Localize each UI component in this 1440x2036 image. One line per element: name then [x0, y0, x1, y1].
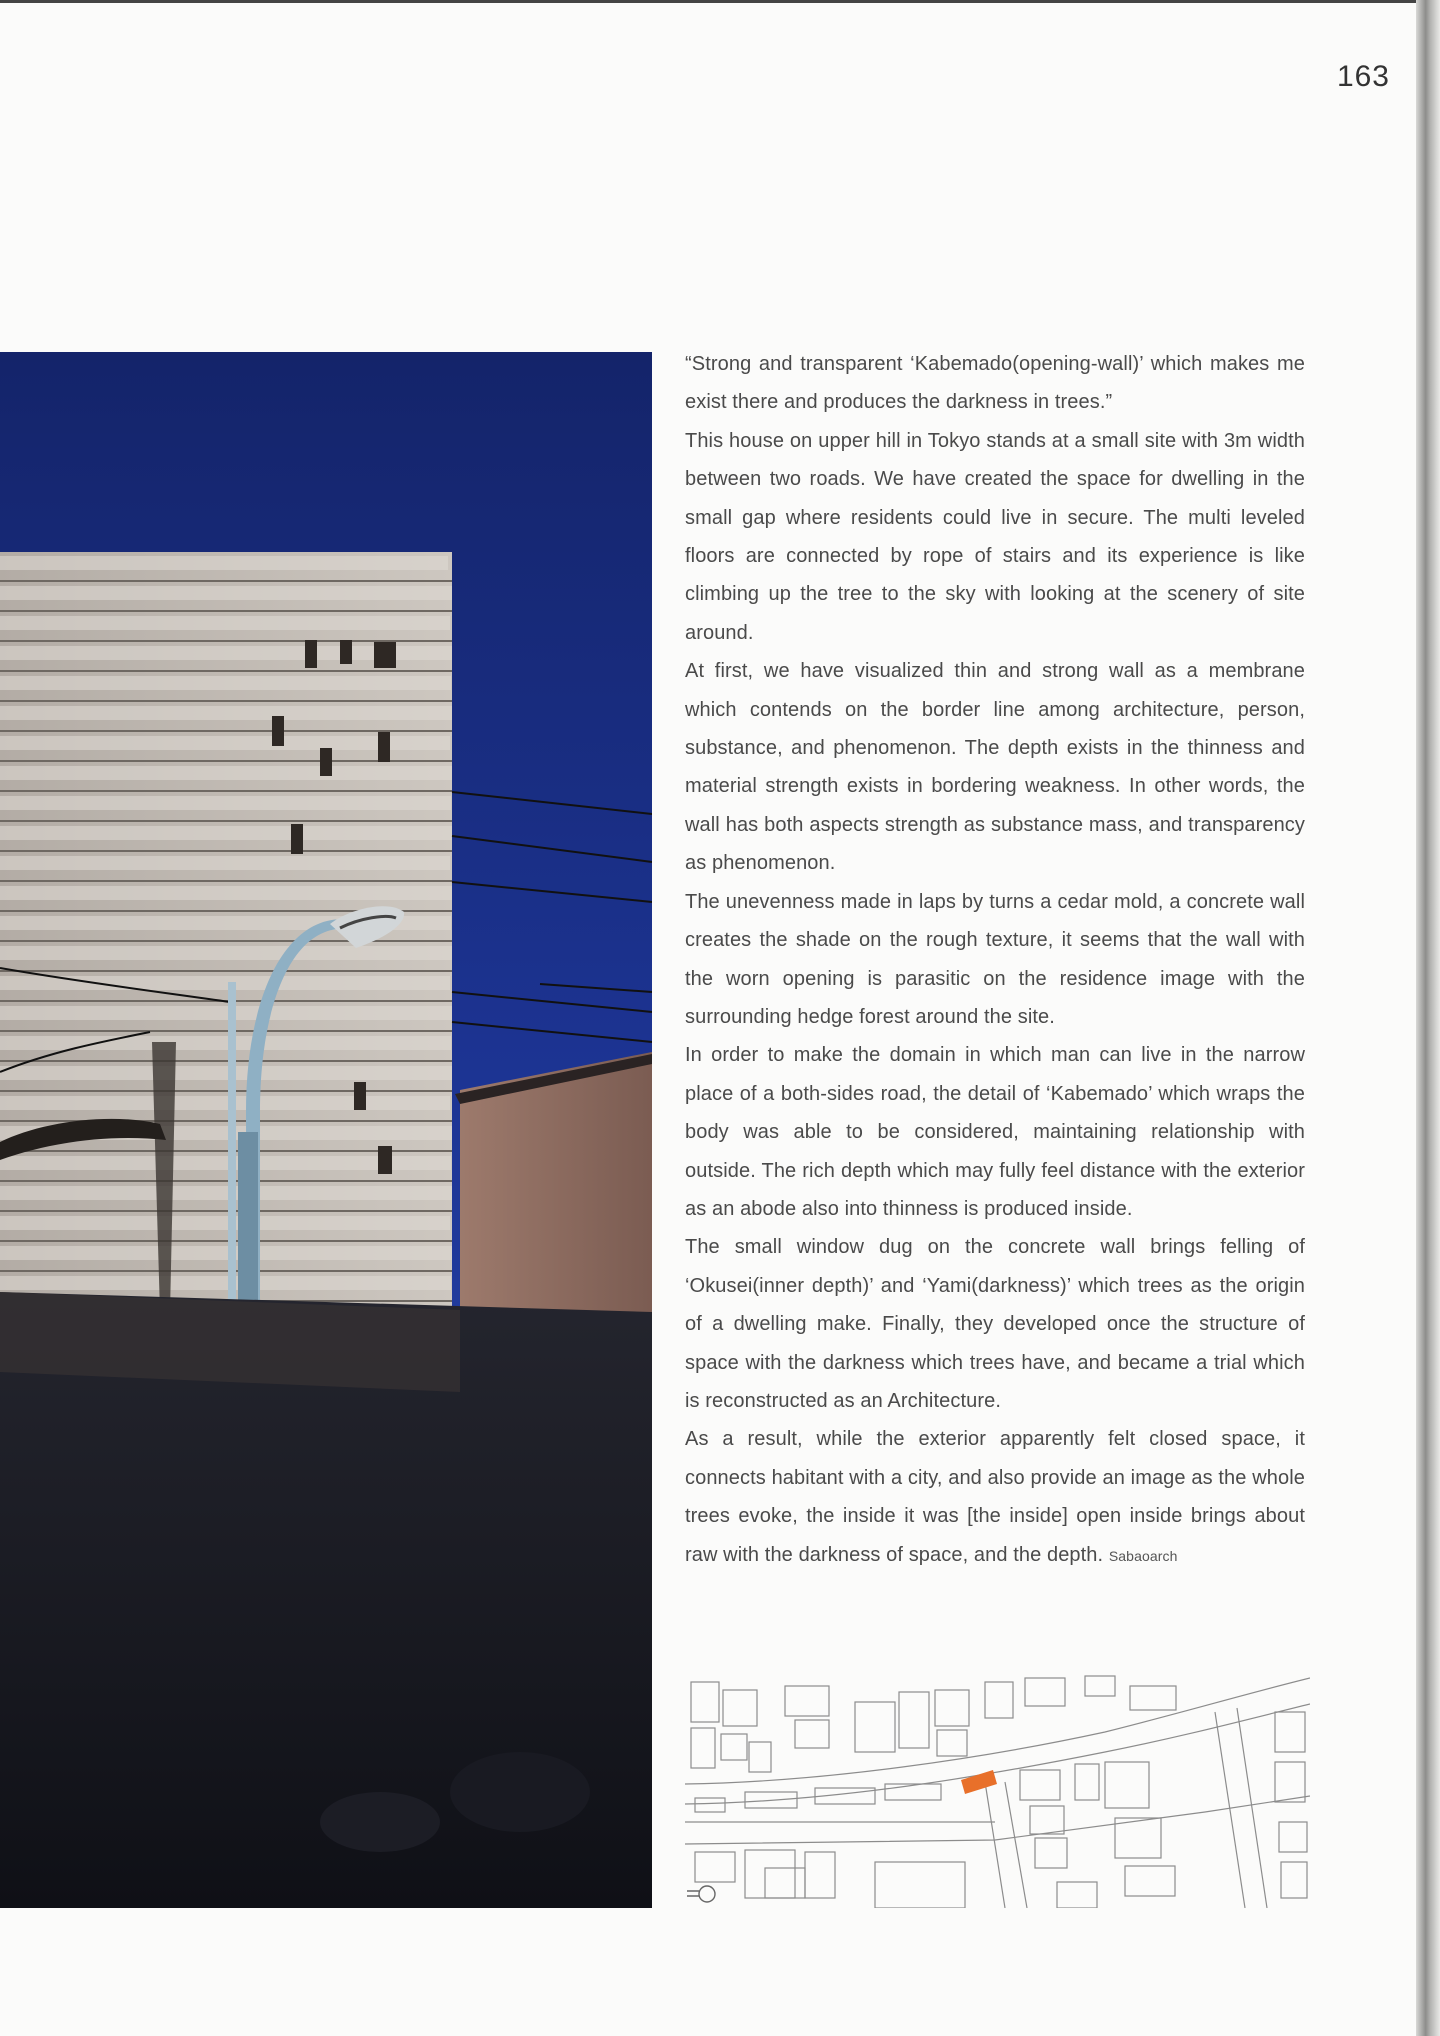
body-paragraph-2: At first, we have visualized thin and strong wall as a membrane which contends on the border line among architecture, person, substance, and phenomenon. The depth exists in the thinness and material strength exists in bordering weakness. In other words, the wall has both aspects strength as substance mass, and transparency as phenomenon.	[685, 660, 1305, 875]
body-paragraph-6	[685, 1420, 1305, 1575]
body-paragraph-4: In order to make the domain in which man can live in the narrow place of a both-sides road, the detail of ‘Kabemado’ which wraps the body was able to be considered, maintaining relationship with outside. The rich depth which may fully feel distance with the exterior as an abode also into thinness is produced inside.	[685, 1044, 1305, 1220]
quote-paragraph: “Strong and transparent ‘Kabemado(opening-wall)’ which makes me exist there and produces the darkness in trees.”	[685, 353, 1305, 414]
body-paragraph-1: This house on upper hill in Tokyo stands at a small site with 3m width between two roads. We have created the space for dwelling in the small gap where residents could live in secure. The multi leveled floors are connected by rope of stairs and its experience is like climbing up the tree to the sky with looking at the scenery of site around.	[685, 429, 1305, 644]
page-number: 163	[1336, 60, 1390, 93]
body-paragraph-3: The unevenness made in laps by turns a cedar mold, a concrete wall creates the shade on the rough texture, it seems that the wall with the worn opening is parasitic on the residence image with the surrounding hedge forest around the site.	[685, 890, 1305, 1028]
site-map	[685, 1672, 1310, 1908]
house-photo	[0, 352, 652, 1908]
author-credit: Sabaoarch	[1108, 1547, 1178, 1564]
body-paragraph-5: The small window dug on the concrete wall brings felling of ‘Okusei(inner depth)’ and ‘Yami(darkness)’ which trees as the origin of a dwelling make. Finally, they developed once the structure of space with the darkness which trees have, and became a trial which is reconstructed as an Architecture.	[685, 1236, 1305, 1412]
top-rule	[0, 0, 1424, 3]
body-paragraph-6-text: As a result, while the exterior apparently felt closed space, it connects habitant with a city, and also provide an image as the whole trees evoke, the inside it was [the inside] open inside brings about raw with the darkness of space, and the depth.	[685, 1428, 1305, 1566]
binding-gutter	[1416, 0, 1440, 2036]
article-body	[685, 345, 1305, 1575]
